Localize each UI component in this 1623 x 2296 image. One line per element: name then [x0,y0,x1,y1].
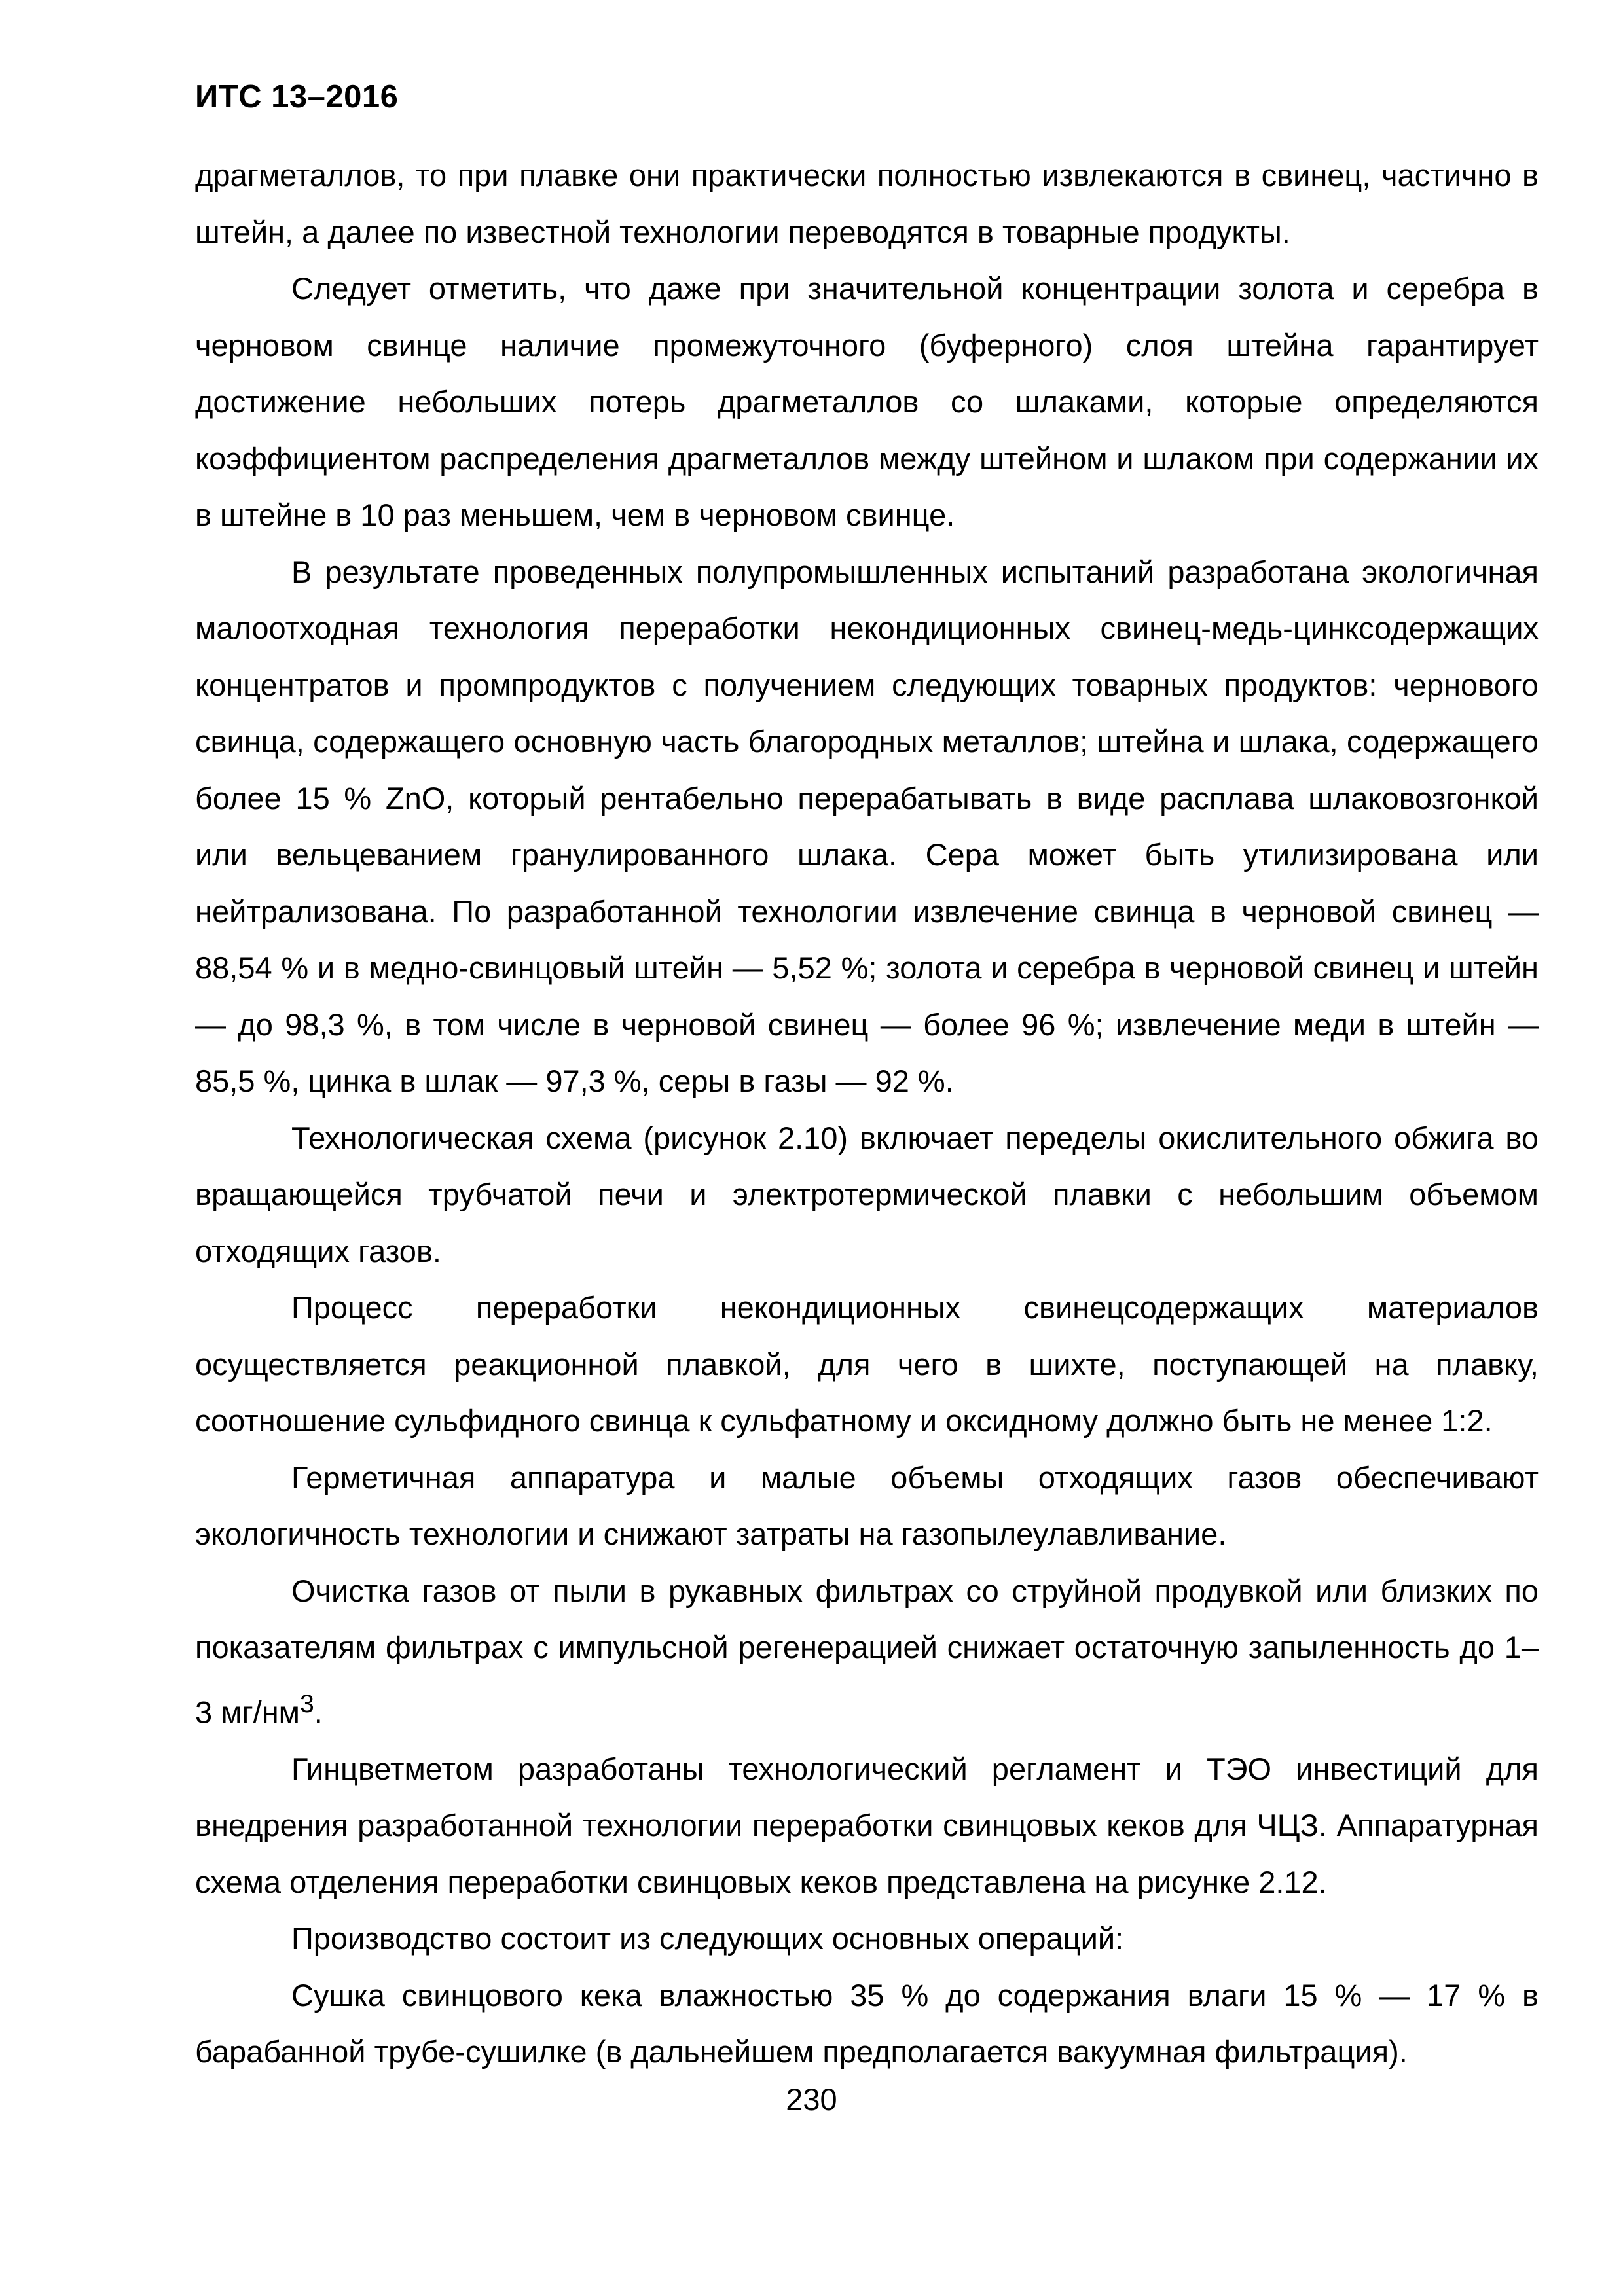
paragraph: Герметичная аппаратура и малые объемы отходящих газов обеспечивают экологичность технологии и снижают затраты на газопылеулавливание. [195,1460,1539,1551]
paragraph: Технологическая схема (рисунок 2.10) включает переделы окислительного обжига во вращающейся трубчатой печи и электротермической плавки с небольшим объемом отходящих газов. [195,1120,1539,1268]
paragraph-text: Очистка газов от пыли в рукавных фильтрах со струйной продувкой или близких по показателям фильтрах с импульсной регенерацией снижает остаточную запыленность до 1–3 мг/нм [195,1573,1539,1730]
document-header: ИТС 13–2016 [195,79,399,115]
body-text [195,147,1539,2081]
paragraph: Процесс переработки некондиционных свинецсодержащих материалов осуществляется реакционной плавкой, для чего в шихте, поступающей на плавку, соотношение сульфидного свинца к сульфатному и оксидному должно быть не менее 1:2. [195,1290,1539,1438]
paragraph: Гинцветметом разработаны технологический регламент и ТЭО инвестиций для внедрения разработанной технологии переработки свинцовых кеков для ЧЦЗ. Аппаратурная схема отделения переработки свинцовых кеков представлена на рисунке 2.12. [195,1751,1539,1899]
paragraph: В результате проведенных полупромышленных испытаний разработана экологичная малоотходная технология переработки некондиционных свинец-медь-цинксодержащих концентратов и промпродуктов с получением следующих товарных продуктов: чернового свинца, содержащего основную часть благородных металлов; штейна и шлака, содержащего более 15 % ZnO, который рентабельно перерабатывать в виде расплава шлаковозгонкой или вельцеванием гранулированного шлака. Сера может быть утилизирована или нейтрализована. По разработанной технологии извлечение свинца в черновой свинец — 88,54 % и в медно-свинцовый штейн — 5,52 %; золота и серебра в черновой свинец и штейн — до 98,3 %, в том числе в черновой свинец — более 96 %; извлечение меди в штейн — 85,5 %, цинка в шлак — 97,3 %, серы в газы — 92 %. [195,554,1539,1098]
paragraph: Производство состоит из следующих основных операций: [291,1921,1124,1956]
paragraph: Сушка свинцового кека влажностью 35 % до содержания влаги 15 % — 17 % в барабанной трубе-сушилке (в дальнейшем предполагается вакуумная фильтрация). [195,1977,1539,2070]
paragraph [195,1563,1539,1741]
period: . [314,1695,323,1730]
paragraph-continued: драгметаллов, то при плавке они практически полностью извлекаются в свинец, частично в штейн, а далее по известной технологии переводятся в товарные продукты. [195,158,1539,249]
page-number: 230 [786,2082,837,2117]
superscript: 3 [299,1689,314,1718]
paragraph: Следует отметить, что даже при значительной концентрации золота и серебра в черновом свинце наличие промежуточного (буферного) слоя штейна гарантирует достижение небольших потерь драгметаллов со шлаками, которые определяются коэффициентом распределения драгметаллов между штейном и шлаком при содержании их в штейне в 10 раз меньшем, чем в черновом свинце. [195,271,1539,532]
